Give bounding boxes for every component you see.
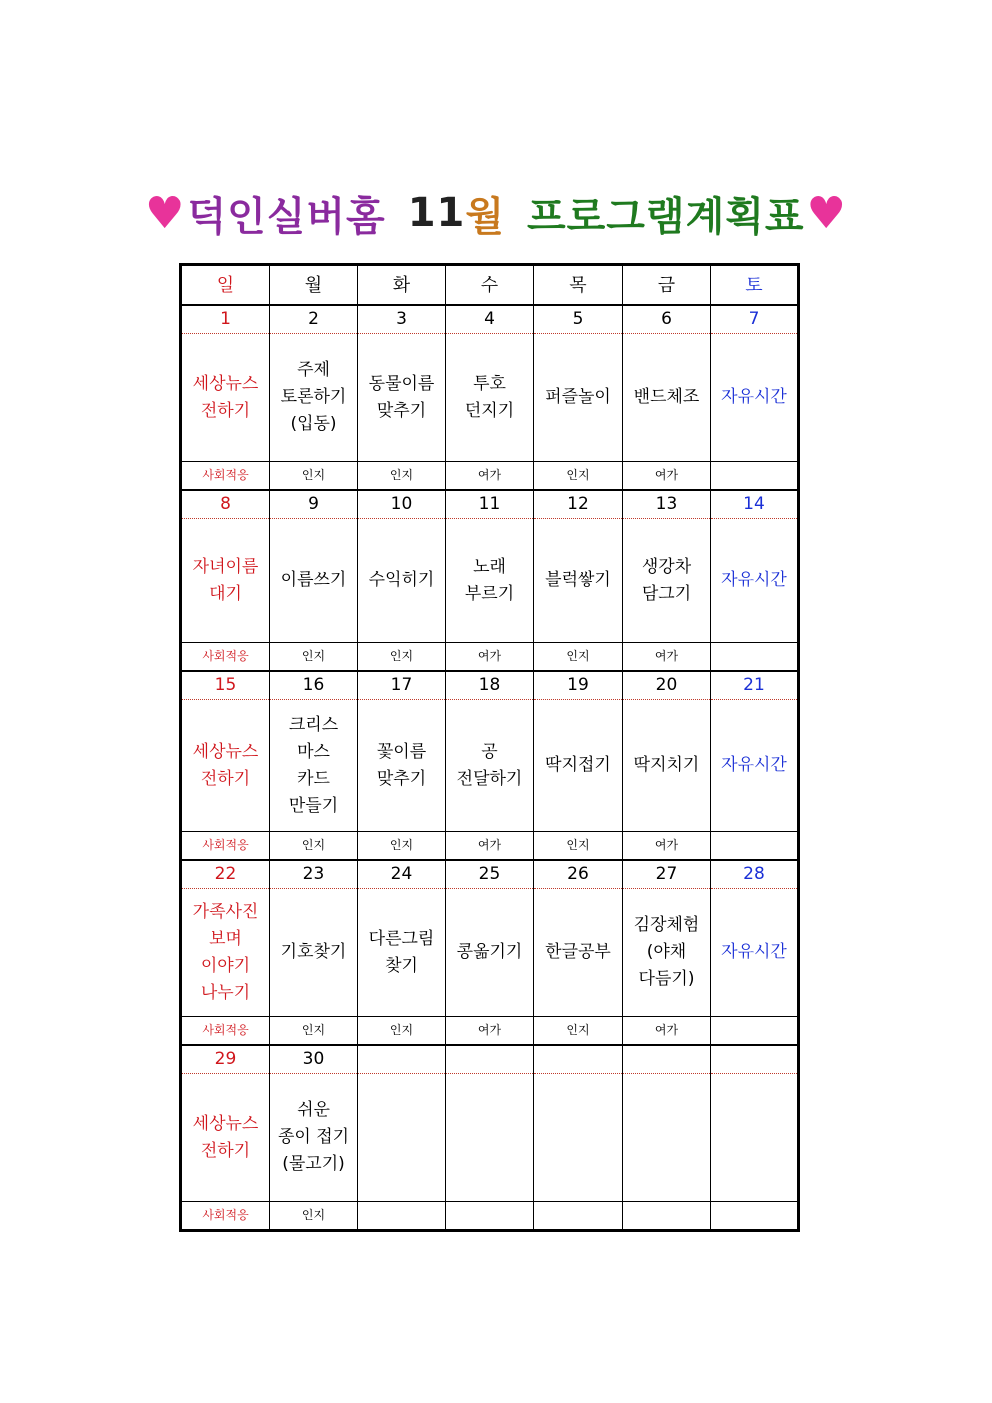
activity-cell: 수익히기 [358,519,446,643]
activity-cell [623,1074,711,1202]
activity-cell: 생강차 담그기 [623,519,711,643]
date-cell: 26 [534,860,623,889]
title-month-unit: 월 [465,193,506,240]
heart-icon: ♥ [806,187,847,239]
activity-cell: 한글공부 [534,889,623,1017]
activity-cell: 콩옮기기 [446,889,534,1017]
title-month-number: 11 [407,190,466,236]
week-2-act-row [181,519,799,643]
activity-cell: 자유시간 [711,519,799,643]
date-cell [534,1045,623,1074]
activity-cell: 공 전달하기 [446,700,534,832]
category-cell [711,462,799,491]
category-cell: 인지 [270,1202,358,1231]
week-5-act-row [181,1074,799,1202]
weekday-sat: 토 [711,265,799,306]
weekday-mon: 월 [270,265,358,306]
title-program-plan: 프로그램계획표 [527,193,805,240]
heart-icon: ♥ [145,187,186,239]
category-cell [711,1017,799,1046]
date-cell: 3 [358,305,446,334]
week-3-act-row [181,700,799,832]
category-cell [711,643,799,672]
week-2-cat-row [181,643,799,672]
activity-cell: 꽃이름 맞추기 [358,700,446,832]
week-5-date-row [181,1045,799,1074]
category-cell: 여가 [446,1017,534,1046]
week-3-date-row [181,671,799,700]
week-3-cat-row [181,832,799,861]
activity-cell: 투호 던지기 [446,334,534,462]
week-4-cat-row [181,1017,799,1046]
date-cell: 19 [534,671,623,700]
category-cell: 인지 [270,1017,358,1046]
date-cell [623,1045,711,1074]
category-cell: 여가 [446,462,534,491]
date-cell: 29 [181,1045,270,1074]
date-cell: 20 [623,671,711,700]
category-cell [358,1202,446,1231]
activity-cell: 자유시간 [711,700,799,832]
date-cell [446,1045,534,1074]
date-cell: 9 [270,490,358,519]
date-cell: 14 [711,490,799,519]
title-facility-name: 덕인실버홈 [187,193,386,240]
category-cell: 인지 [358,462,446,491]
category-cell: 인지 [270,643,358,672]
activity-cell: 딱지접기 [534,700,623,832]
category-cell [711,1202,799,1231]
category-cell: 인지 [358,832,446,861]
activity-cell: 딱지치기 [623,700,711,832]
weekday-header-row [181,265,799,306]
program-calendar [179,263,800,1232]
date-cell: 25 [446,860,534,889]
date-cell: 1 [181,305,270,334]
date-cell: 16 [270,671,358,700]
week-4-date-row [181,860,799,889]
date-cell: 13 [623,490,711,519]
category-cell: 여가 [623,1017,711,1046]
date-cell: 24 [358,860,446,889]
activity-cell: 쉬운 종이 접기 (물고기) [270,1074,358,1202]
date-cell: 8 [181,490,270,519]
date-cell: 23 [270,860,358,889]
date-cell: 5 [534,305,623,334]
category-cell [446,1202,534,1231]
date-cell [711,1045,799,1074]
date-cell: 10 [358,490,446,519]
category-cell [534,1202,623,1231]
activity-cell: 다른그림 찾기 [358,889,446,1017]
date-cell: 21 [711,671,799,700]
weekday-sun: 일 [181,265,270,306]
activity-cell: 세상뉴스 전하기 [181,1074,270,1202]
activity-cell: 밴드체조 [623,334,711,462]
activity-cell: 자녀이름 대기 [181,519,270,643]
date-cell: 6 [623,305,711,334]
date-cell: 22 [181,860,270,889]
date-cell: 30 [270,1045,358,1074]
date-cell: 28 [711,860,799,889]
date-cell: 4 [446,305,534,334]
activity-cell: 세상뉴스 전하기 [181,334,270,462]
category-cell: 여가 [623,832,711,861]
week-1-date-row [181,305,799,334]
activity-cell [446,1074,534,1202]
activity-cell: 김장체험 (야채 다듬기) [623,889,711,1017]
activity-cell: 이름쓰기 [270,519,358,643]
category-cell: 여가 [623,462,711,491]
date-cell: 2 [270,305,358,334]
activity-cell [534,1074,623,1202]
weekday-tue: 화 [358,265,446,306]
category-cell: 여가 [446,643,534,672]
category-cell: 인지 [534,462,623,491]
activity-cell: 자유시간 [711,889,799,1017]
activity-cell: 가족사진 보며 이야기 나누기 [181,889,270,1017]
weekday-wed: 수 [446,265,534,306]
date-cell [358,1045,446,1074]
week-4-act-row [181,889,799,1017]
category-cell: 인지 [270,832,358,861]
category-cell: 사회적응 [181,462,270,491]
weekday-thu: 목 [534,265,623,306]
date-cell: 18 [446,671,534,700]
category-cell [623,1202,711,1231]
category-cell: 사회적응 [181,643,270,672]
page-title [0,178,992,248]
week-2-date-row [181,490,799,519]
category-cell: 사회적응 [181,1017,270,1046]
category-cell: 사회적응 [181,1202,270,1231]
category-cell: 인지 [534,643,623,672]
week-1-cat-row [181,462,799,491]
activity-cell: 노래 부르기 [446,519,534,643]
category-cell: 인지 [534,1017,623,1046]
activity-cell: 자유시간 [711,334,799,462]
date-cell: 15 [181,671,270,700]
activity-cell: 세상뉴스 전하기 [181,700,270,832]
category-cell: 사회적응 [181,832,270,861]
category-cell: 인지 [358,1017,446,1046]
activity-cell [711,1074,799,1202]
week-5-cat-row [181,1202,799,1231]
category-cell: 여가 [623,643,711,672]
date-cell: 7 [711,305,799,334]
category-cell: 여가 [446,832,534,861]
category-cell: 인지 [270,462,358,491]
date-cell: 27 [623,860,711,889]
date-cell: 12 [534,490,623,519]
activity-cell: 퍼즐놀이 [534,334,623,462]
activity-cell: 동물이름 맞추기 [358,334,446,462]
date-cell: 11 [446,490,534,519]
category-cell [711,832,799,861]
weekday-fri: 금 [623,265,711,306]
activity-cell: 크리스 마스 카드 만들기 [270,700,358,832]
date-cell: 17 [358,671,446,700]
activity-cell: 기호찾기 [270,889,358,1017]
week-1-act-row [181,334,799,462]
category-cell: 인지 [534,832,623,861]
category-cell: 인지 [358,643,446,672]
activity-cell: 블럭쌓기 [534,519,623,643]
activity-cell: 주제 토론하기 (입동) [270,334,358,462]
activity-cell [358,1074,446,1202]
